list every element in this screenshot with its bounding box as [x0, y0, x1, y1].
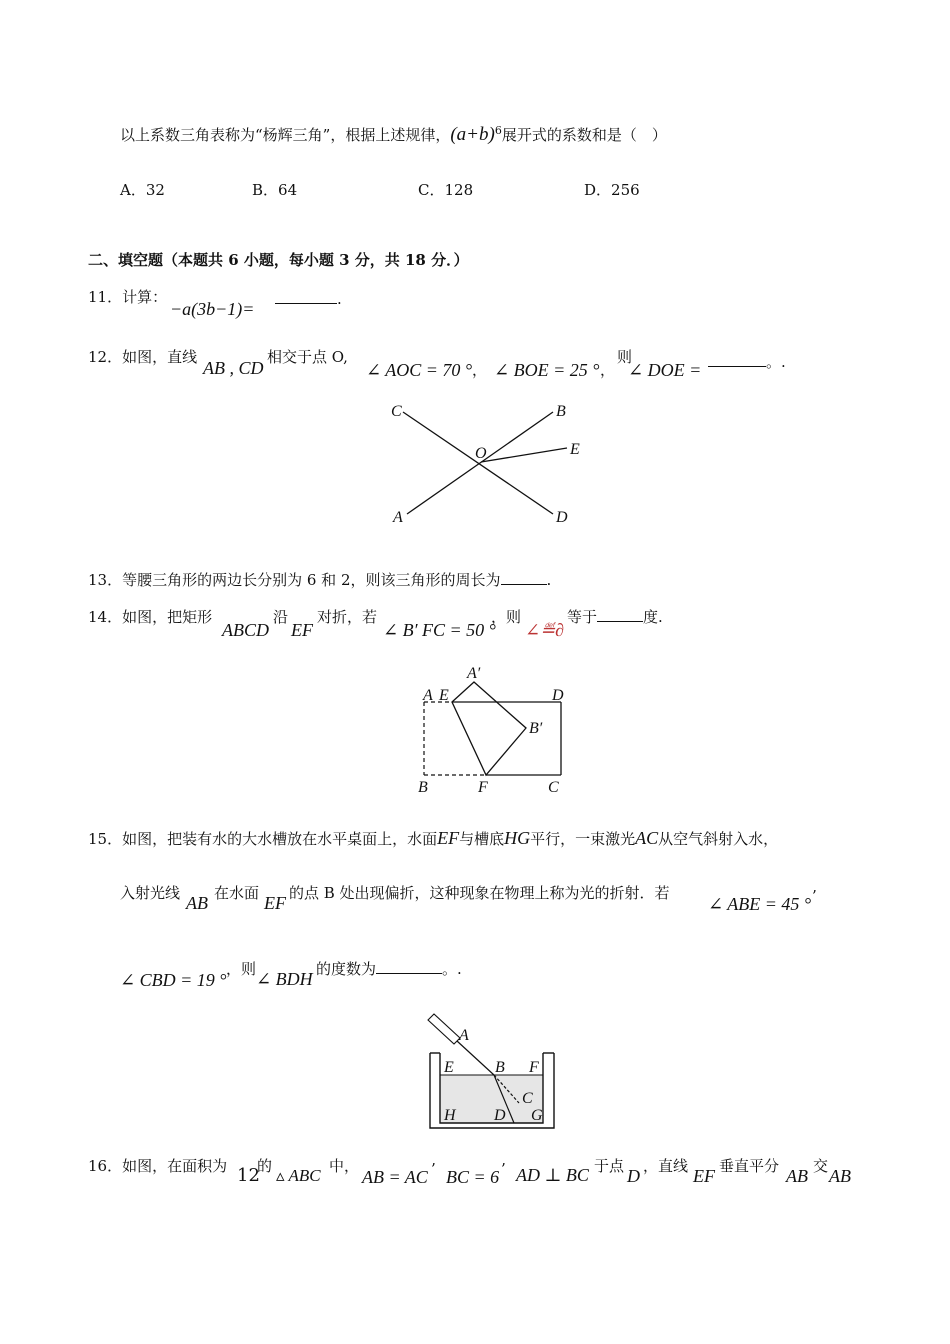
q10-stem: 以上系数三角表称为“杨辉三角”，根据上述规律，$(a+b)^6$展开式的系数和是（ ） — [120, 124, 667, 145]
label-f: F — [529, 1059, 539, 1076]
label-a: A — [393, 509, 403, 526]
q12-angle-boe: ∠ BOE = 25 ° — [494, 360, 600, 380]
q11: 11．计算： — [88, 288, 168, 306]
q13: 13．等腰三角形的两边长分别为 6 和 2，则该三角形的周长为 . — [88, 571, 552, 589]
q12-text2: 相交于点 O, — [267, 348, 348, 366]
label-a: A — [423, 687, 433, 704]
q14-fold: EF — [291, 620, 313, 640]
section-title: 二、填空题（本题共 6 小题，每小题 3 分，共 18 分．） — [88, 251, 469, 269]
q14-angle: ∠ B′ FC = 50 ° — [383, 620, 496, 640]
label-b: B — [418, 779, 428, 796]
label-e: E — [439, 687, 449, 704]
q16: 16．如图，在面积为 — [88, 1157, 228, 1175]
q15-angle-abe: ∠ ABE = 45 ° — [708, 894, 812, 914]
label-b: B — [495, 1059, 505, 1076]
q12-figure — [385, 398, 595, 530]
label-a-prime: A′ — [467, 665, 481, 682]
q14-rect: ABCD — [222, 620, 269, 640]
q13-answer-blank[interactable] — [501, 570, 547, 585]
label-c: C — [391, 403, 402, 420]
label-b: B — [556, 403, 566, 420]
q14: 14．如图，把矩形 — [88, 608, 213, 626]
q16-eq1: AB = AC — [362, 1167, 428, 1187]
q10-expression: (a+b) — [450, 124, 495, 145]
q16-eq3: AD ⊥ BC — [516, 1165, 589, 1185]
label-d: D — [552, 687, 564, 704]
q11-answer-blank[interactable]: . — [275, 289, 342, 309]
label-c: C — [522, 1090, 533, 1107]
q12: 12．如图，直线 — [88, 348, 198, 366]
label-c: C — [548, 779, 559, 796]
label-e: E — [444, 1059, 454, 1076]
label-g: G — [531, 1107, 543, 1124]
label-a: A — [459, 1027, 469, 1044]
q12-answer-blank[interactable]: 。. — [708, 352, 786, 372]
q12-text3: 则 — [617, 348, 633, 366]
q15-line1: 15．如图，把装有水的大水槽放在水平桌面上，水面EF与槽底HG平行，一束激光AC从空气斜射入水， — [88, 828, 779, 848]
label-f: F — [478, 779, 488, 796]
q10-option-d[interactable]: D．256 — [584, 181, 640, 199]
q16-triangle: ▵ ABC — [276, 1166, 321, 1185]
label-b-prime: B′ — [529, 720, 543, 737]
q14-mark: ∠≝∂ — [525, 620, 565, 640]
q12-lines: AB , CD — [203, 358, 264, 378]
q11-expression: −a(3b−1)= — [170, 299, 255, 319]
q12-angle-doe: ∠ DOE = — [628, 360, 702, 380]
q15-angle-bdh: ∠ BDH — [256, 969, 313, 989]
q10-option-b[interactable]: B．64 — [252, 181, 298, 199]
q15-angle-cbd: ∠ CBD = 19 ° — [120, 970, 227, 990]
q14-answer-blank[interactable] — [597, 607, 643, 622]
q10-option-a[interactable]: A．32 — [120, 181, 165, 199]
q14-figure — [412, 660, 577, 798]
q10-option-c[interactable]: C．128 — [418, 181, 474, 199]
label-o: O — [475, 445, 487, 462]
q15-answer-blank[interactable] — [376, 959, 442, 974]
label-h: H — [444, 1107, 456, 1124]
q16-eq2: BC = 6 — [446, 1167, 500, 1187]
label-d: D — [494, 1107, 506, 1124]
label-e: E — [570, 441, 580, 458]
q15-figure — [418, 1008, 566, 1134]
q12-angle-aoc: ∠ AOC = 70 ° — [366, 360, 473, 380]
label-d: D — [556, 509, 568, 526]
